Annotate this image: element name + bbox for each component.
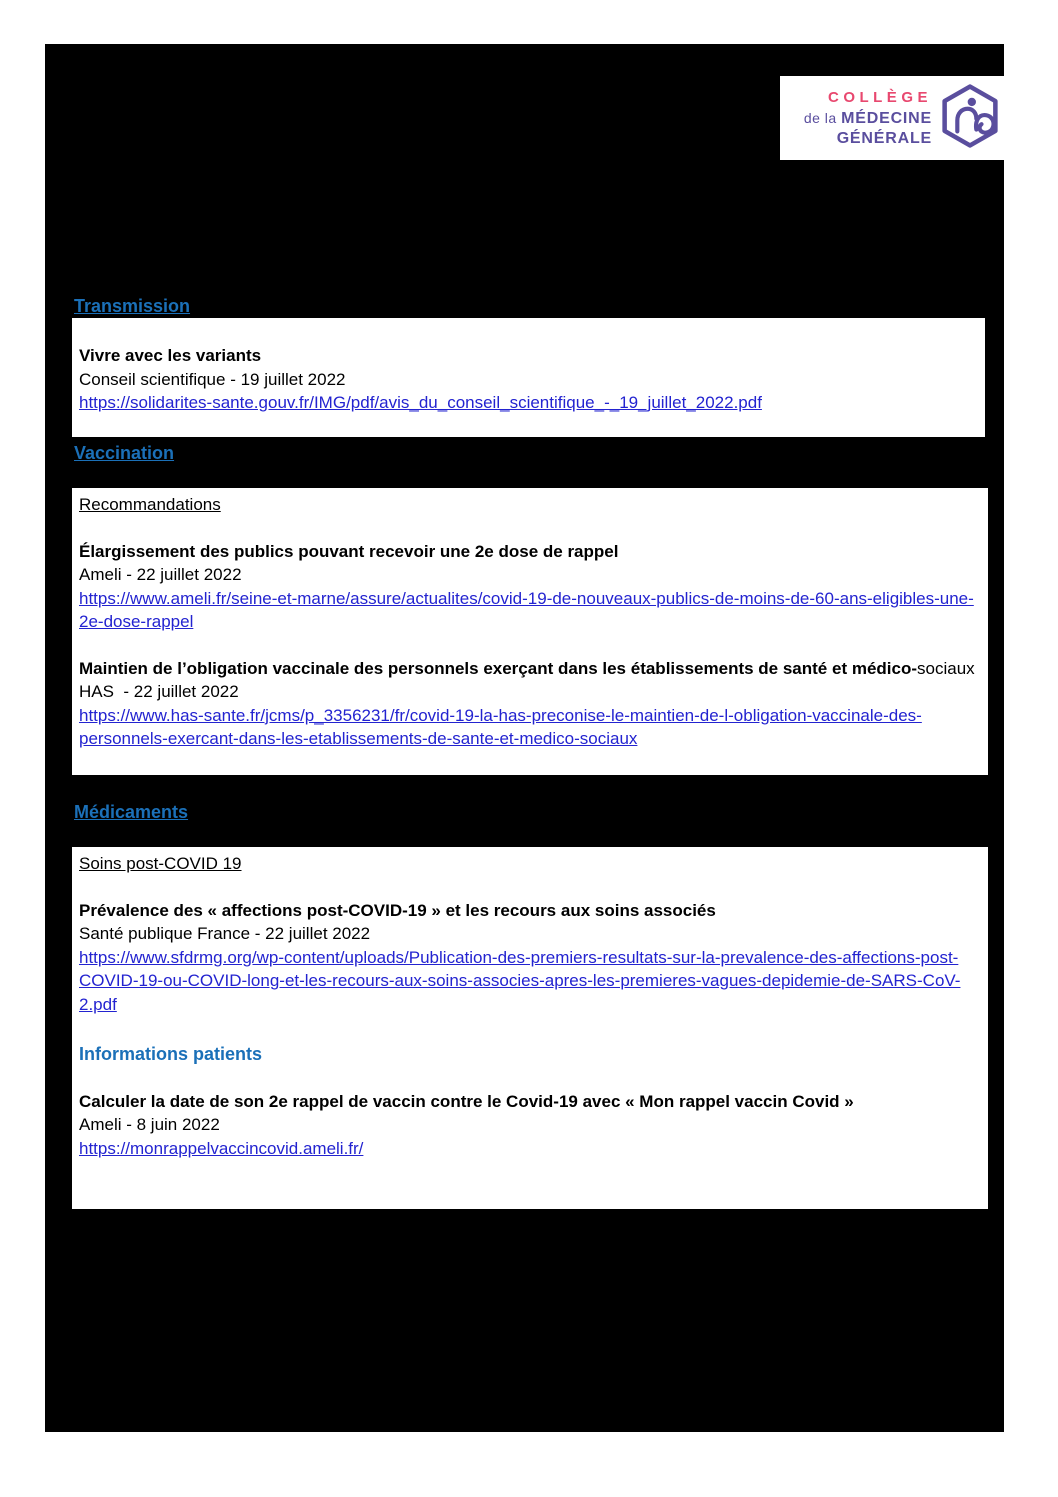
article-title: Élargissement des publics pouvant recevoir une 2e dose de rappel — [79, 541, 619, 561]
article-item — [79, 540, 976, 634]
article-link[interactable]: https://monrappelvaccincovid.ameli.fr/ — [79, 1138, 364, 1158]
article-title-suffix: sociaux — [917, 658, 975, 678]
section-card-vaccination — [72, 488, 988, 775]
article-source: HAS - 22 juillet 2022 — [79, 682, 239, 701]
article-title: Vivre avec les variants — [79, 346, 262, 365]
article-link[interactable]: https://solidarites-sante.gouv.fr/IMG/pdf/avis_du_conseil_scientifique_-_19_juillet_2022.pdf — [79, 393, 762, 412]
article-source: Ameli - 8 juin 2022 — [79, 1115, 220, 1134]
logo-line-generale: GÉNÉRALE — [836, 129, 932, 147]
article-link[interactable]: https://www.ameli.fr/seine-et-marne/assure/actualites/covid-19-de-nouveaux-publics-de-moins-de-60-ans-eligibles-une-2e-dose-rappel — [79, 588, 974, 631]
article-title: Maintien de l’obligation vaccinale des personnels exerçant dans les établissements de santé et médico-sociaux — [79, 658, 975, 678]
article-link[interactable]: https://www.has-sante.fr/jcms/p_3356231/fr/covid-19-la-has-preconise-le-maintien-de-l-obligation-vaccinale-des-personnels-exercant-dans-les-etablissements-de-sante-et-medico-sociaux — [79, 705, 922, 748]
article-link[interactable]: https://www.sfdrmg.org/wp-content/uploads/Publication-des-premiers-resultats-sur-la-prevalence-des-affections-post-COVID-19-ou-COVID-long-et-les-recours-aux-soins-associes-apres-les-premieres-vagues-depidemie-de-SARS-CoV-2.pdf — [79, 947, 961, 1014]
subsection-heading-recommandations: Recommandations — [79, 495, 221, 514]
article-item — [79, 899, 976, 1017]
article-item — [79, 657, 976, 751]
section-card-transmission — [72, 318, 985, 437]
section-heading-medicaments[interactable]: Médicaments — [74, 802, 189, 822]
article-source: Santé publique France - 22 juillet 2022 — [79, 924, 371, 943]
article-title: Prévalence des « affections post-COVID-19 » et les recours aux soins associés — [79, 900, 716, 920]
logo-line-medecine — [786, 108, 932, 129]
article-source: Conseil scientifique - 19 juillet 2022 — [79, 369, 346, 389]
article-source: Ameli - 22 juillet 2022 — [79, 565, 242, 584]
logo-word-de-la: de la — [803, 109, 837, 126]
section-card-medicaments — [72, 847, 988, 1209]
section-heading-vaccination[interactable]: Vaccination — [74, 443, 175, 463]
article-item — [79, 1090, 976, 1161]
article-item — [79, 344, 973, 415]
article-title: Calculer la date de son 2e rappel de vaccin contre le Covid-19 avec « Mon rappel vaccin Covid » — [79, 1091, 854, 1111]
subsection-heading-informations-patients: Informations patients — [79, 1044, 263, 1064]
logo-line-college: COLLÈGE — [827, 88, 932, 106]
subsection-heading-soins-post-covid: Soins post-COVID 19 — [79, 854, 242, 873]
logo-word-medecine: MÉDECINE — [841, 109, 932, 127]
section-heading-transmission[interactable]: Transmission — [74, 296, 191, 316]
cmg-hexagon-person-icon — [941, 83, 999, 154]
logo — [780, 76, 1007, 160]
logo-text — [786, 88, 941, 149]
